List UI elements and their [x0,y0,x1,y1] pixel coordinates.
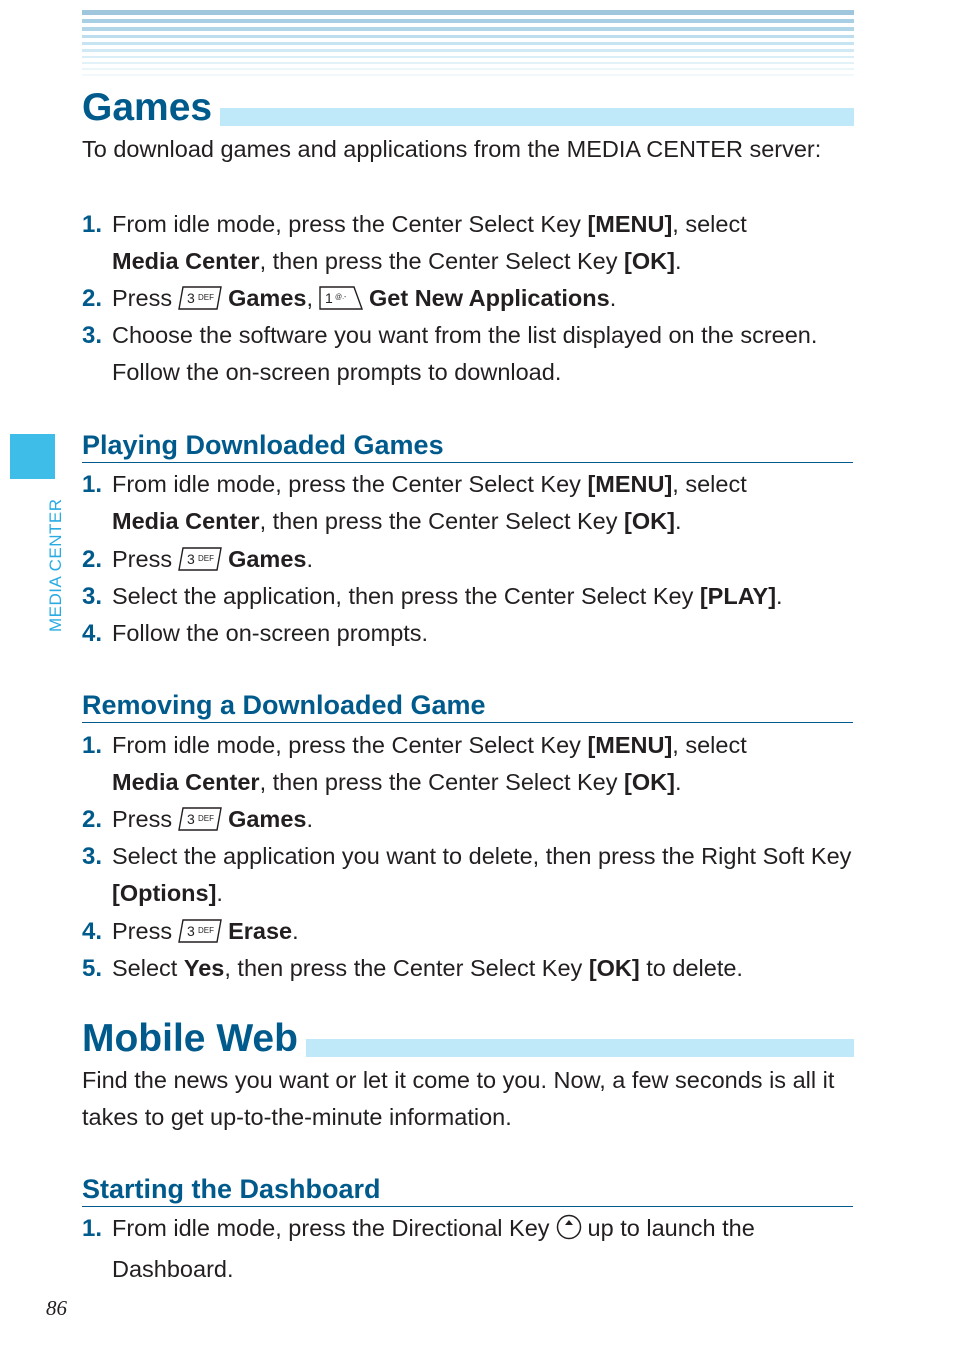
subheading-playing: Playing Downloaded Games [82,430,853,463]
key-3-def-icon [178,917,222,954]
games-step-3: 3. Choose the software you want from the list displayed on the screen. Follow the on-screen prompts to download. [82,322,818,385]
heading-text: Mobile Web [82,1017,306,1061]
playing-step-1: 1. From idle mode, press the Center Select Key [MENU], select Media Center, then press the Center Select Key [OK]. [82,471,747,534]
key-1-icon [319,284,363,321]
games-step-2: 2. Press 3 DEF Games, 1 @.- Get New Applications. [82,280,872,321]
svg-text:@.-: @.- [335,294,347,301]
svg-text:3: 3 [187,811,195,827]
removing-step-5: 5. Select Yes, then press the Center Select Key [OK] to delete. [82,955,743,982]
playing-step-3: 3. Select the application, then press the Center Select Key [PLAY]. [82,583,783,610]
svg-text:DEF: DEF [198,293,215,302]
key-3-def-icon [178,545,222,582]
side-tab-marker [10,434,55,479]
svg-text:DEF: DEF [198,554,215,563]
key-3-def-icon [178,284,222,321]
svg-text:1: 1 [325,290,333,306]
heading-text: Games [82,86,220,130]
svg-text:3: 3 [187,551,195,567]
section-heading-games [82,82,854,129]
games-step-1: 1. From idle mode, press the Center Select Key [MENU], select Media Center, then press the Center Select Key [OK]. [82,211,747,274]
section-heading-mobile-web [82,1013,854,1060]
svg-text:3: 3 [187,290,195,306]
header-stripes [82,10,854,78]
svg-text:DEF: DEF [198,814,215,823]
games-intro: To download games and applications from the MEDIA CENTER server: [82,136,822,162]
mobile-web-intro: Find the news you want or let it come to you. Now, a few seconds is all it takes to get up-to-the-minute information. [82,1067,835,1130]
playing-step-4: 4. Follow the on-screen prompts. [82,620,429,647]
removing-step-2: 2. Press 3 DEF Games. [82,801,872,842]
directional-key-up-icon [556,1214,582,1251]
playing-step-2: 2. Press 3 DEF Games. [82,541,872,582]
subheading-removing: Removing a Downloaded Game [82,690,853,723]
key-3-def-icon [178,805,222,842]
side-tab-label: MEDIA CENTER [46,498,65,632]
svg-text:3: 3 [187,923,195,939]
dashboard-step-1: 1. From idle mode, press the Directional Key up to launch the Dashboard. [82,1215,755,1282]
svg-text:DEF: DEF [198,926,215,935]
removing-step-1: 1. From idle mode, press the Center Select Key [MENU], select Media Center, then press the Center Select Key [OK]. [82,732,747,795]
subheading-dashboard: Starting the Dashboard [82,1174,853,1207]
page-number: 86 [46,1296,67,1320]
removing-step-4: 4. Press 3 DEF Erase. [82,913,872,954]
removing-step-3: 3. Select the application you want to delete, then press the Right Soft Key [Options]. [82,843,852,906]
